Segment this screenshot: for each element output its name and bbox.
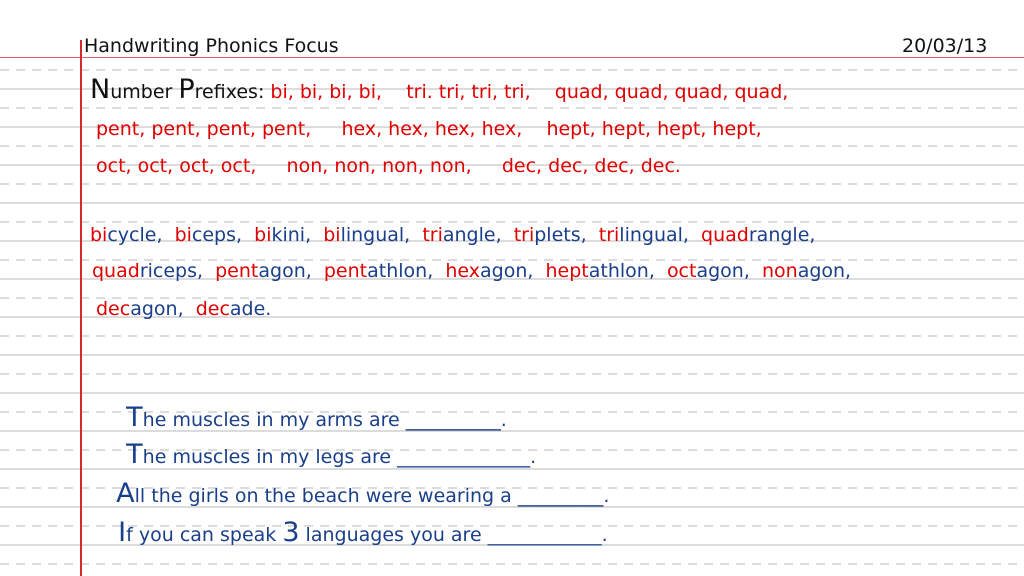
word-prefix: bi (174, 224, 192, 246)
word-prefix: pent (323, 260, 368, 282)
word-prefix: bi (254, 224, 272, 246)
prefixes-line-2: pent, pent, pent, pent, hex, hex, hex, hex, hept, hept, hept, hept, (96, 118, 762, 140)
prefixes-label-part-2: refixes: (194, 81, 265, 103)
word-remainder: kini, (271, 224, 324, 246)
word-prefix: tri (513, 224, 535, 246)
prefixes-label-initial-n: N (90, 74, 111, 105)
word-remainder: athlon, (588, 260, 667, 282)
word-prefix: non (761, 260, 798, 282)
word-prefix: hept (545, 260, 589, 282)
word-remainder: ceps, (191, 224, 255, 246)
word-remainder: cycle, (107, 224, 175, 246)
sentence-2-text: he muscles in my legs are ______________. (142, 446, 537, 468)
word-remainder: agon, (696, 260, 762, 282)
word-prefix: oct (666, 260, 697, 282)
sentence-4-initial: I (118, 517, 127, 548)
page-date: 20/03/13 (902, 35, 988, 57)
header-rule (0, 57, 1024, 58)
word-prefix: hex (445, 260, 480, 282)
sentence-4-number: 3 (282, 517, 300, 548)
word-prefix: bi (323, 224, 341, 246)
sentence-4 (94, 500, 608, 565)
word-list-line-3 (96, 300, 271, 319)
word-remainder: agon, (130, 298, 196, 320)
sentence-4-text-b: languages you are ____________. (299, 524, 608, 546)
word-list-line-2 (92, 262, 851, 281)
prefixes-line-1 (90, 76, 788, 103)
word-prefix: tri (598, 224, 620, 246)
sentence-3-initial: A (116, 478, 135, 509)
word-list-line-1 (90, 226, 815, 245)
word-prefix: quad (701, 224, 749, 246)
word-remainder: lingual, (340, 224, 423, 246)
page-title: Handwriting Phonics Focus (84, 35, 339, 57)
prefixes-label-initial-p: P (178, 74, 195, 105)
word-prefix: dec (96, 298, 131, 320)
word-remainder: angle, (442, 224, 514, 246)
word-prefix: tri (422, 224, 443, 246)
sentence-3-text: ll the girls on the beach were wearing a _________. (134, 485, 610, 507)
sentence-1-initial: T (126, 402, 143, 433)
margin-line (80, 40, 82, 576)
word-remainder: riceps, (139, 260, 216, 282)
word-remainder: agon, (479, 260, 546, 282)
word-prefix: pent (215, 260, 259, 282)
word-remainder: rangle, (748, 224, 816, 246)
word-remainder: ade. (229, 298, 272, 320)
word-remainder: plets, (534, 224, 599, 246)
sentence-1-text: he muscles in my arms are __________. (142, 409, 507, 431)
word-remainder: lingual, (619, 224, 702, 246)
prefixes-label-part-1: umber (110, 81, 179, 103)
prefixes-items-1: bi, bi, bi, bi, tri. tri, tri, tri, quad, quad, quad, quad, (264, 81, 789, 103)
sentence-4-text-a: f you can speak (126, 524, 283, 546)
prefixes-line-3: oct, oct, oct, oct, non, non, non, non, dec, dec, dec, dec. (96, 155, 681, 177)
sentence-2-initial: T (126, 439, 143, 470)
word-prefix: bi (90, 224, 108, 246)
word-remainder: agon, (258, 260, 324, 282)
word-remainder: athlon, (367, 260, 446, 282)
word-prefix: dec (195, 298, 230, 320)
word-remainder: agon, (797, 260, 852, 282)
word-prefix: quad (92, 260, 140, 282)
